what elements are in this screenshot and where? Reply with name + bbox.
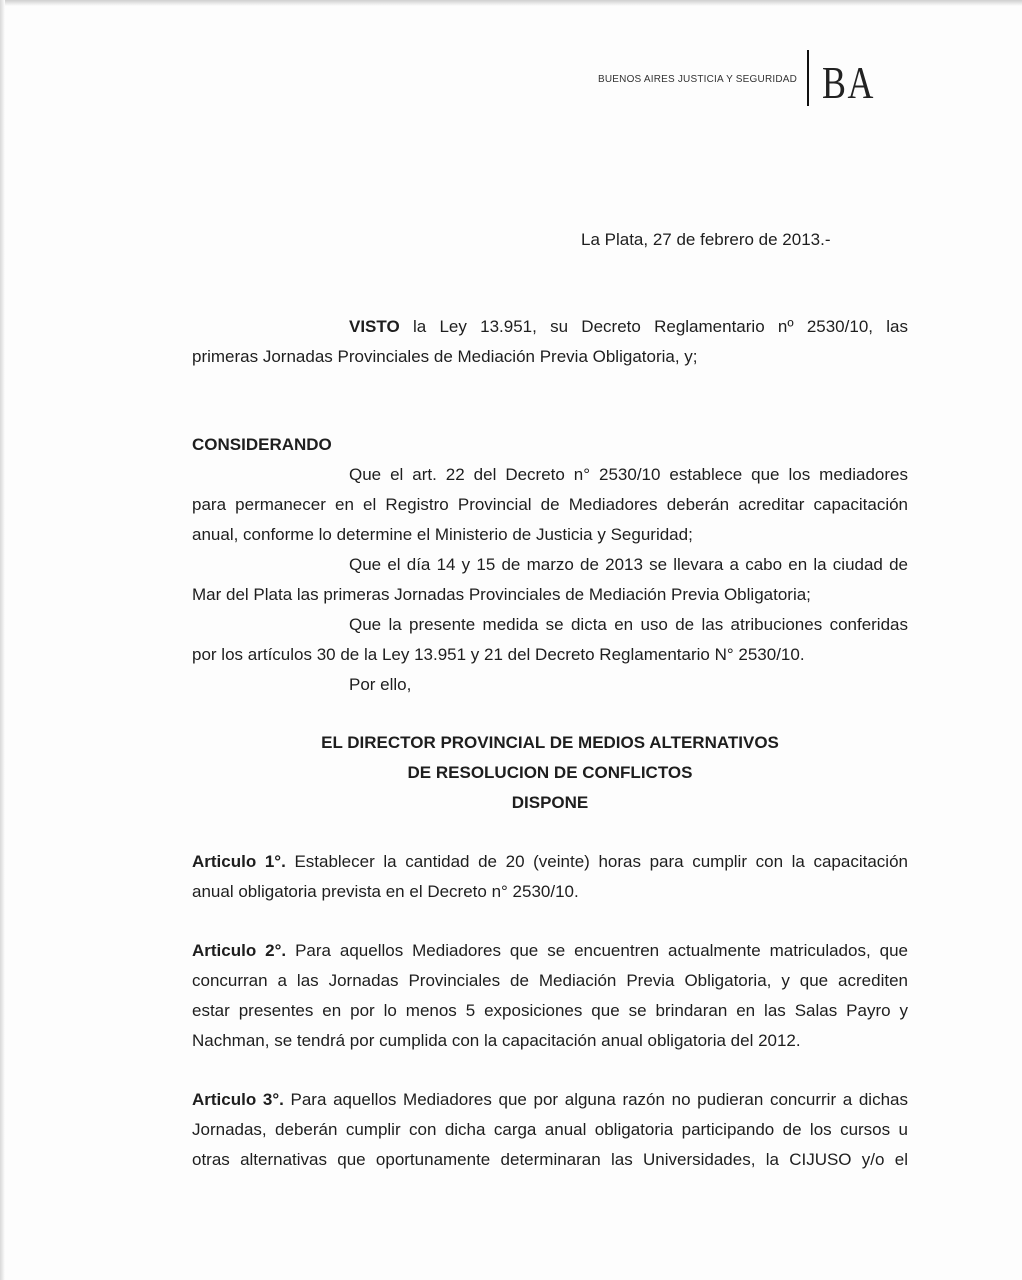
por-ello: Por ello, xyxy=(349,675,412,694)
art3-label: Articulo 3°. xyxy=(192,1090,284,1109)
title-line-2: DE RESOLUCION DE CONFLICTOS xyxy=(407,763,693,782)
art3-line-1 xyxy=(192,1089,908,1111)
art2-text-1: Para aquellos Mediadores que se encuentren actualmente matriculados, que xyxy=(295,941,908,960)
considerando-p1-line-2: para permanecer en el Registro Provincial de Mediadores deberán acreditar capacitación xyxy=(192,495,908,514)
scan-top-edge xyxy=(0,0,1022,6)
letterhead-divider xyxy=(807,50,809,106)
considerando-p1-line-3: anual, conforme lo determine el Ministerio de Justicia y Seguridad; xyxy=(192,525,693,544)
art3-line-2: Jornadas, deberán cumplir con dicha carga anual obligatoria participando de los cursos u xyxy=(192,1120,908,1139)
art3-text-1: Para aquellos Mediadores que por alguna razón no pudieran concurrir a dichas xyxy=(290,1090,908,1109)
visto-label: VISTO xyxy=(349,317,400,336)
considerando-p3-line-2: por los artículos 30 de la Ley 13.951 y 21 del Decreto Reglamentario N° 2530/10. xyxy=(192,645,805,664)
title-line-3: DISPONE xyxy=(511,793,589,812)
considerando-p2-line-1: Que el día 14 y 15 de marzo de 2013 se llevara a cabo en la ciudad de xyxy=(349,555,908,574)
visto-line-2: primeras Jornadas Provinciales de Mediación Previa Obligatoria, y; xyxy=(192,347,698,366)
considerando-p2-line-2: Mar del Plata las primeras Jornadas Provinciales de Mediación Previa Obligatoria; xyxy=(192,585,811,604)
considerando-heading: CONSIDERANDO xyxy=(192,435,332,454)
considerando-p1-line-1: Que el art. 22 del Decreto n° 2530/10 establece que los mediadores xyxy=(349,465,908,484)
letterhead-org-text: BUENOS AIRES JUSTICIA Y SEGURIDAD xyxy=(598,74,798,85)
art1-label: Articulo 1°. xyxy=(192,852,286,871)
ba-logo: BA xyxy=(822,57,875,108)
art2-label: Articulo 2°. xyxy=(192,941,287,960)
art2-line-2: concurran a las Jornadas Provinciales de Mediación Previa Obligatoria, y que acrediten xyxy=(192,971,908,990)
art1-text-1: Establecer la cantidad de 20 (veinte) horas para cumplir con la capacitación xyxy=(294,852,908,871)
scan-left-edge xyxy=(0,0,5,1280)
visto-line-1 xyxy=(349,316,908,338)
art2-line-1 xyxy=(192,940,908,962)
art2-line-3: estar presentes en por lo menos 5 exposiciones que se brindaran en las Salas Payro y xyxy=(192,1001,908,1020)
letterhead xyxy=(0,44,1022,114)
considerando-p3-line-1: Que la presente medida se dicta en uso de las atribuciones conferidas xyxy=(349,615,908,634)
art3-line-3: otras alternativas que oportunamente determinaran las Universidades, la CIJUSO y/o el xyxy=(192,1150,908,1169)
date-line: La Plata, 27 de febrero de 2013.- xyxy=(581,230,831,249)
art1-line-1 xyxy=(192,851,908,873)
title-line-1: EL DIRECTOR PROVINCIAL DE MEDIOS ALTERNATIVOS xyxy=(321,733,779,752)
art1-line-2: anual obligatoria prevista en el Decreto n° 2530/10. xyxy=(192,882,579,901)
visto-text-1: la Ley 13.951, su Decreto Reglamentario nº 2530/10, las xyxy=(412,317,908,336)
art2-line-4: Nachman, se tendrá por cumplida con la capacitación anual obligatoria del 2012. xyxy=(192,1031,801,1050)
